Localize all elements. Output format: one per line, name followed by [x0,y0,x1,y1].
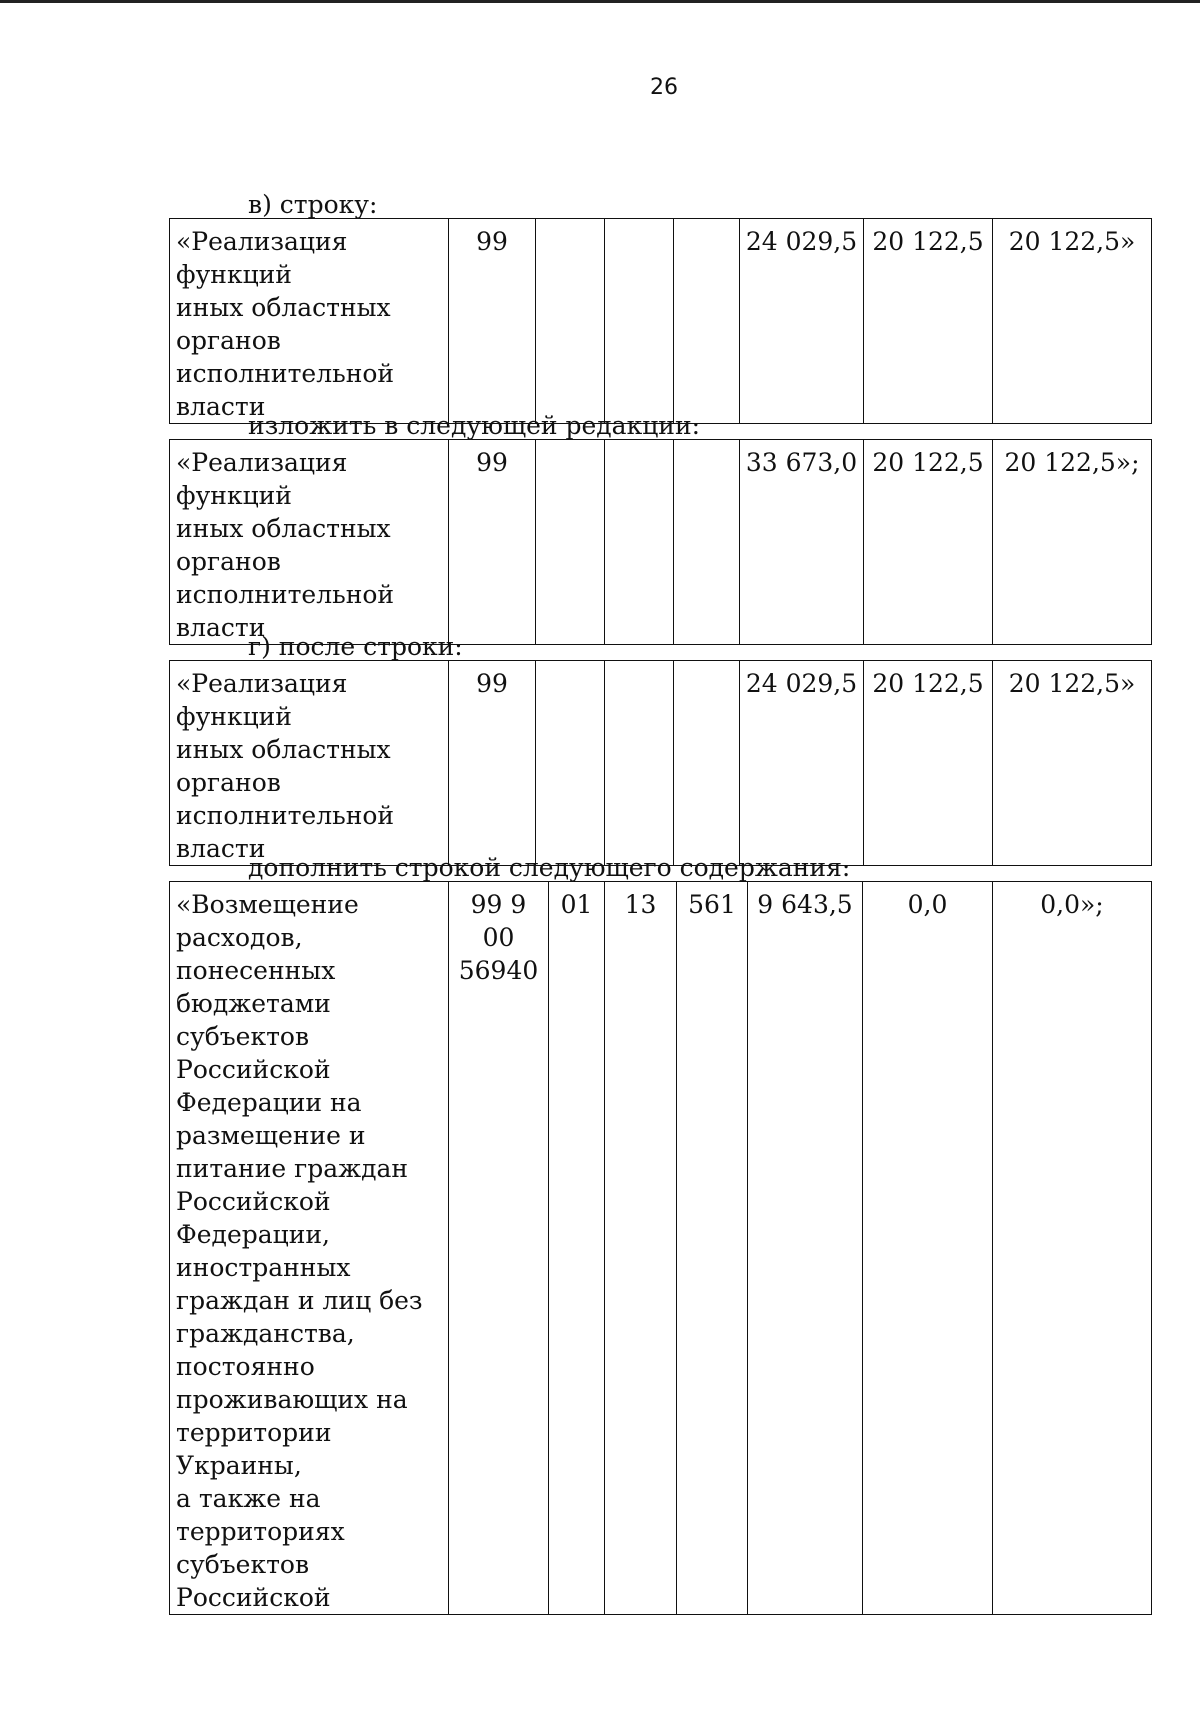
page-number: 26 [650,75,678,100]
instruction-v: в) строку: [248,190,378,219]
row-c1: 01 [549,882,605,1615]
row-v3: 20 122,5»; [993,440,1152,645]
row-v3: 20 122,5» [993,661,1152,866]
table-row [170,661,1152,866]
table-row [170,440,1152,645]
row-c2 [605,219,674,424]
table-section-add [169,881,1152,1615]
row-code: 99 [449,661,536,866]
row-c3: 561 [677,882,748,1615]
row-name: «Возмещение расходов, понесенных бюджетами субъектов Российской Федерации на размещение и питание граждан Российской Федерации, иностранных граждан и лиц без гражданства, постоянно проживающих на территории Украины, а также на территориях субъектов Российской [170,882,449,1615]
instruction-g: г) после строки: [248,632,463,661]
row-v2: 20 122,5 [864,440,993,645]
row-v3: 20 122,5» [993,219,1152,424]
row-c3 [674,440,740,645]
row-v3: 0,0»; [993,882,1152,1615]
row-c1 [536,219,605,424]
row-v1: 24 029,5 [740,661,864,866]
row-name: «Реализация функций иных областных органов исполнительной власти [170,440,449,645]
row-code: 99 9 00 56940 [449,882,549,1615]
row-code: 99 [449,440,536,645]
table-section-g [169,660,1152,866]
row-c1 [536,440,605,645]
row-v1: 24 029,5 [740,219,864,424]
row-v2: 20 122,5 [864,661,993,866]
instruction-replace: изложить в следующей редакции: [248,411,701,440]
page-top-border [0,0,1200,3]
row-v2: 20 122,5 [864,219,993,424]
table-section-v [169,218,1152,424]
table-row [170,882,1152,1615]
row-c3 [674,661,740,866]
row-name: «Реализация функций иных областных органов исполнительной власти [170,661,449,866]
table-section-replace [169,439,1152,645]
row-name: «Реализация функций иных областных органов исполнительной власти [170,219,449,424]
row-c2 [605,661,674,866]
instruction-add: дополнить строкой следующего содержания: [248,853,851,882]
row-c2: 13 [605,882,677,1615]
row-v1: 9 643,5 [748,882,863,1615]
row-c2 [605,440,674,645]
row-c1 [536,661,605,866]
table-row [170,219,1152,424]
row-c3 [674,219,740,424]
row-code: 99 [449,219,536,424]
row-v1: 33 673,0 [740,440,864,645]
row-v2: 0,0 [863,882,993,1615]
